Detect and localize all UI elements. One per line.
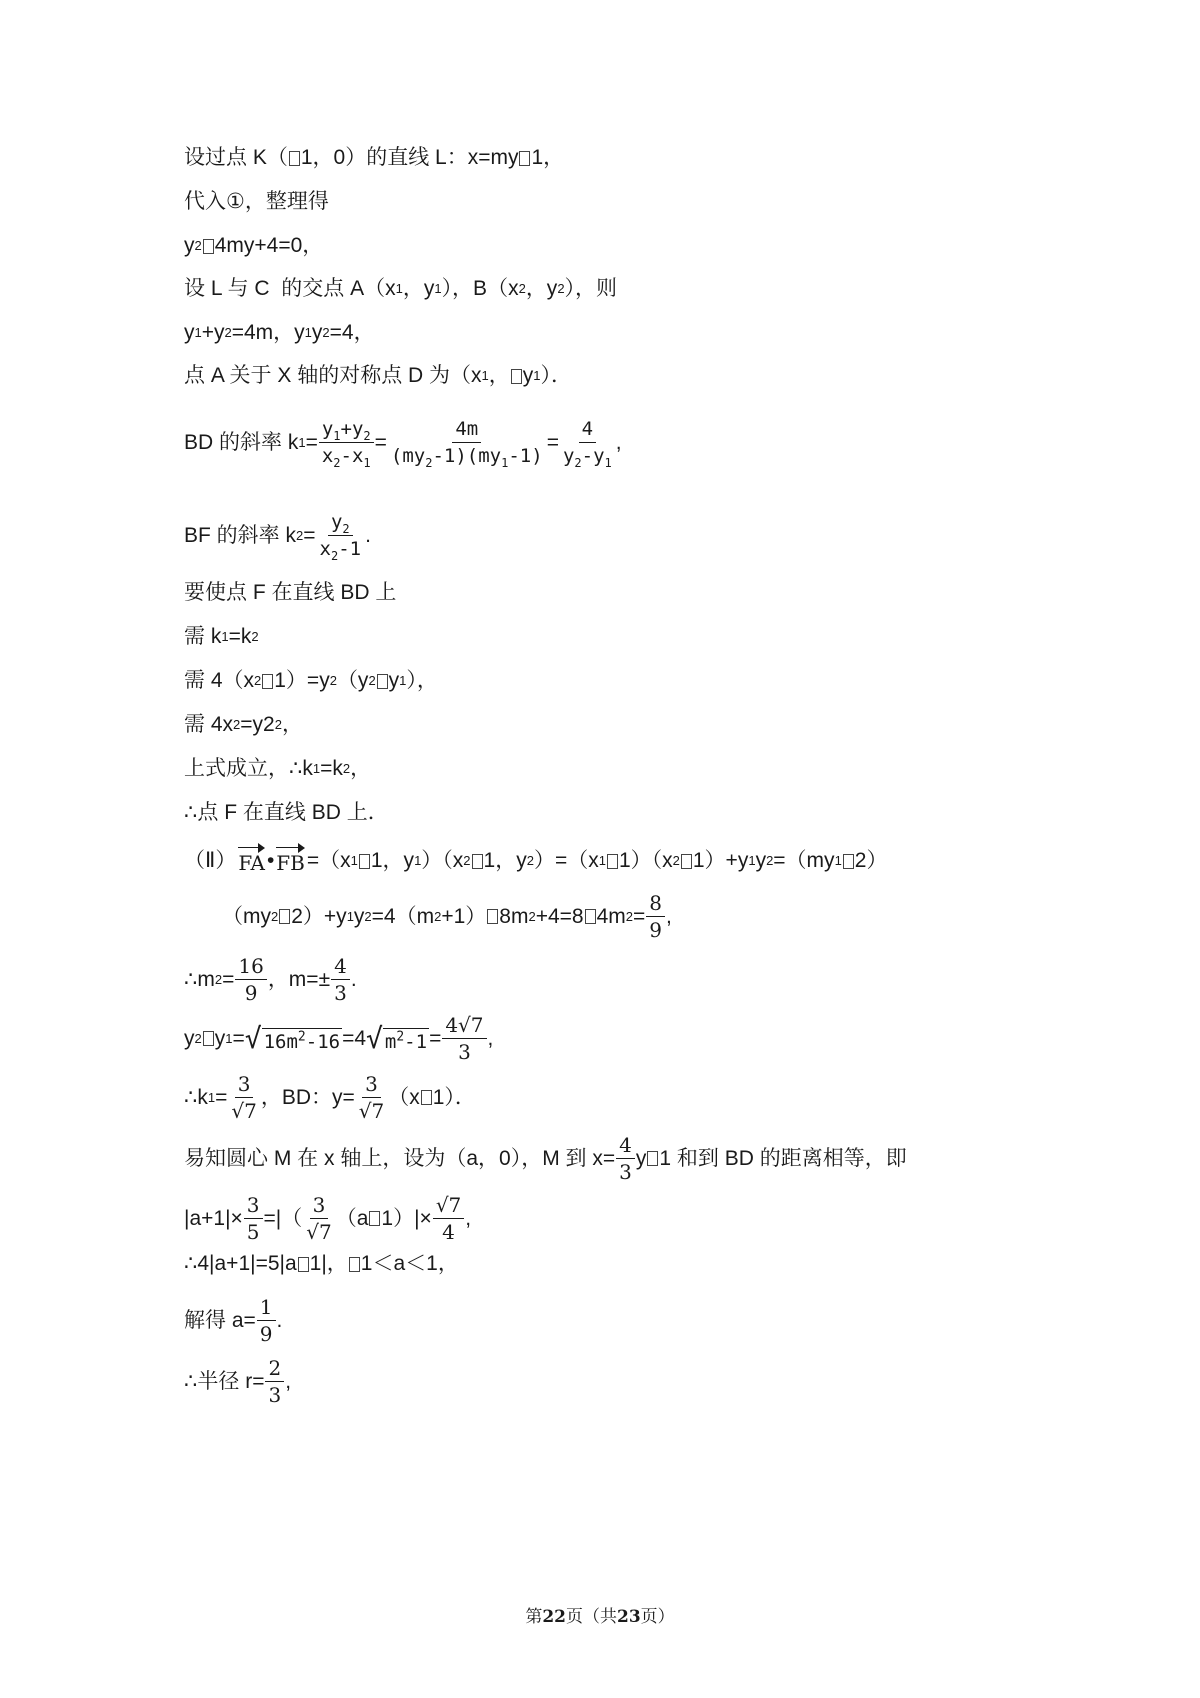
line-14: ∴点 F 在直线 BD 上．: [184, 801, 389, 824]
fraction: $\frac{8}{9}$: [646, 892, 665, 941]
page-footer: 第22页（共23页）: [525, 1607, 675, 1627]
line-2: 代入①，整理得: [184, 190, 329, 213]
line-11: 需 4（x 2 1）=y 2 （y 2 y 1 ），: [184, 669, 438, 692]
fraction: $\frac{y_1+y_2}{x_2-x_1}$: [319, 418, 374, 467]
line-8-bf-slope: BF 的斜率 k 2 = $\frac{y_2}{x_2-1}$ .: [184, 511, 371, 563]
line-12: 需 4x 2 =y2 2 ，: [184, 713, 303, 736]
fraction: $\frac{2}{3}$: [265, 1357, 284, 1406]
fraction: $\frac{3}{5}$: [244, 1194, 263, 1243]
line-23: 解得 a= $\frac{1}{9}$ .: [184, 1295, 283, 1346]
line-1: 设过点 K（ 1，0）的直线 L：x=my 1，: [184, 146, 565, 169]
fraction: $\frac{3}{√7}$: [358, 1072, 385, 1123]
line-19: ∴k 1 = $\frac{3}{√7}$ ，BD：y= $\frac{3}{√7}$ （x 1）．: [184, 1072, 476, 1123]
fraction: $\frac{1}{9}$: [257, 1296, 276, 1345]
line-20: 易知圆心 M 在 x 轴上，设为（a，0），M 到 x= $\frac{4}{3}$ y 1 和到 BD 的距离相等，即: [184, 1133, 907, 1184]
vector-fa: FA: [238, 845, 265, 877]
line-3: y 2 4my+4=0，: [184, 234, 324, 257]
line-7-bd-slope: BD 的斜率 k 1 = $\frac{y_1+y_2}{x_2-x_1}$ = $\frac{4m}{(my_2-1)(my_1-1)}$ = $\frac{4}{y_2-y_1}$ ,: [184, 418, 622, 470]
fraction: $\frac{4√7}{3}$: [442, 1014, 486, 1063]
line-10: 需 k 1 =k 2: [184, 625, 259, 648]
line-15-part-two: （Ⅱ） FA • FB =（x 1 1，y 1 ）（x 2 1，y 2 ）=（x 1 1）（x 2 1）+y 1 y 2 =（my 1 2）: [184, 845, 887, 877]
line-18: y 2 y 1 = √ $16m^2-16$ =4 √ $m^2-1$ = $\frac{4√7}{3}$ ,: [184, 1013, 494, 1064]
fraction: $\frac{4}{3}$: [331, 955, 350, 1004]
fraction: $\frac{4}{3}$: [616, 1134, 635, 1183]
line-13: 上式成立，∴k 1 =k 2 ，: [184, 757, 372, 780]
fraction: $\frac{3}{√7}$: [231, 1072, 257, 1123]
vector-fb: FB: [276, 845, 305, 877]
line-21: |a+1|× $\frac{3}{5}$ =|（ $\frac{3}{√7}$ （a 1）|× $\frac{√7}{4}$ ,: [184, 1193, 472, 1244]
line-4: 设 L 与 C 的交点 A（x 1 ，y 1 ），B（x 2 ，y 2 ），则: [184, 277, 618, 300]
line-5: y 1 +y 2 =4m，y 1 y 2 =4，: [184, 321, 375, 344]
fraction: $\frac{y_2}{x_2-1}$: [319, 511, 362, 563]
line-16: （my 2 2）+y 1 y 2 =4（m 2 +1） 8m 2 +4=8 4m 2 = $\frac{8}{9}$ ,: [222, 891, 672, 942]
square-root: √ $m^2-1$: [366, 1021, 428, 1055]
fraction: $\frac{16}{9}$: [235, 955, 266, 1004]
line-17: ∴m 2 = $\frac{16}{9}$ ，m=± $\frac{4}{3}$ .: [184, 954, 357, 1005]
fraction: $\frac{√7}{4}$: [433, 1194, 464, 1243]
fraction: $\frac{4m}{(my_2-1)(my_1-1)}$: [390, 418, 543, 470]
line-6: 点 A 关于 X 轴的对称点 D 为（x 1 ， y 1 ）．: [184, 364, 572, 387]
line-22: ∴4|a+1|=5|a 1|， 1＜a＜1，: [184, 1252, 459, 1275]
square-root: √ $16m^2-16$: [244, 1021, 341, 1055]
line-9: 要使点 F 在直线 BD 上: [184, 581, 397, 604]
fraction: $\frac{3}{√7}$: [306, 1193, 332, 1244]
line-24: ∴半径 r= $\frac{2}{3}$ ,: [184, 1356, 292, 1407]
fraction: $\frac{4}{y_2-y_1}$: [562, 418, 612, 470]
